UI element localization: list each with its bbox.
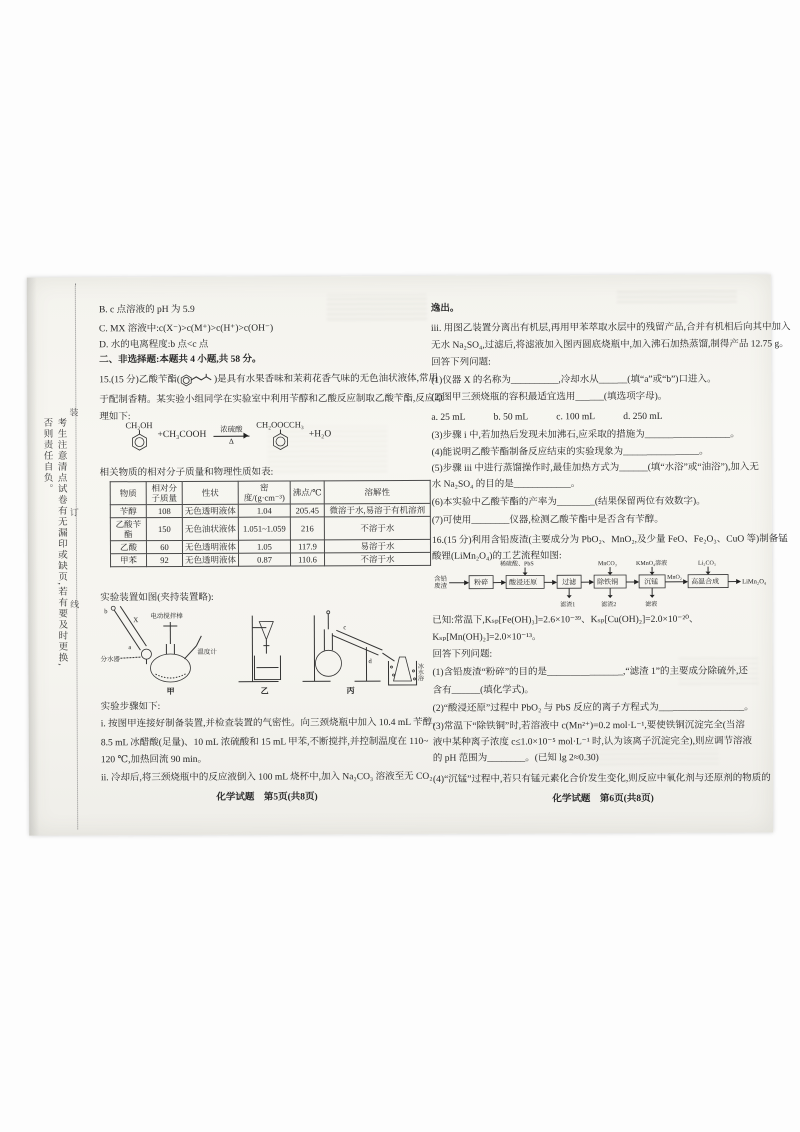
table-row: 乙酸苄酯 150 无色油状液体 1.051~1.059 216 不溶于水 xyxy=(110,516,430,540)
q16-sub1-line1: (1)含铅废渣“粉碎”的目的是________________,“滤渣 1”的主要成分除硫外,还 xyxy=(432,666,748,678)
q15-sub5-line2: 水 Na₂SO₄ 的目的是____________。 xyxy=(431,479,581,490)
page5-footer: 化学试题 第5页(共8页) xyxy=(216,792,318,803)
esterification-reaction-scheme xyxy=(125,420,331,452)
step-ii-continuation: 逸出。 xyxy=(430,303,460,314)
flow-product-limn2o4: LiMn₂O₄ xyxy=(742,578,767,586)
q15-stem-post: )是具有水果香味和茉莉花香气味的无色油状液体,常用 xyxy=(213,373,439,385)
flow-box-crush: 粉碎 xyxy=(474,578,489,587)
benzyl-acetate-structure xyxy=(256,420,304,451)
setup-bing-label: 丙 xyxy=(346,686,355,696)
port-a-label: a xyxy=(128,644,132,652)
page6-column xyxy=(430,294,791,805)
q15-sub4: (4)能说明乙酸苄酯制备反应结束的实验现象为________________。 xyxy=(431,446,709,458)
col-appearance: 性状 xyxy=(182,481,238,504)
benzyl-alcohol-label: CH₂OH xyxy=(125,420,153,431)
q15-sub6: (6)本实验中乙酸苄酯的产率为________(结果保留两位有效数字)。 xyxy=(431,496,706,508)
reaction-arrow xyxy=(213,426,249,446)
benzyl-alcohol-structure xyxy=(125,421,152,452)
table-row: 乙酸 60 无色透明液体 1.05 117.9 易溶于水 xyxy=(110,539,430,553)
q15-sub5-line1: (5)步骤 iii 中进行蒸馏操作时,最佳加热方式为______(填“水浴”或“油浴”),加入无 xyxy=(431,462,759,474)
flow-box-acid-leach: 酸浸还原 xyxy=(509,578,538,587)
q15-stem-line1 xyxy=(99,372,439,387)
option-c: C. MX 溶液中:c(X⁻)>c(M⁺)>c(H⁺)>c(OH⁻) xyxy=(98,323,274,335)
col-substance: 物质 xyxy=(110,482,146,505)
binding-char-zhuang: 装 xyxy=(69,407,79,418)
flow-source-line1: 含铅 xyxy=(434,575,448,583)
q15-sub2-options: a. 25 mL b. 50 mL c. 100 mL d. 250 mL xyxy=(431,411,663,423)
q15-sub7: (7)可使用________仪器,检测乙酸苄酯中是否含有苄醇。 xyxy=(431,514,664,526)
flow-input-kmno4: KMnO₄溶液 xyxy=(636,560,668,567)
flow-output-filtrate: 滤液 xyxy=(645,601,658,608)
answer-prompt: 回答下列问题: xyxy=(431,357,491,368)
ice-bath-label: 冰水浴 xyxy=(416,662,423,681)
setup-jia-label: 甲 xyxy=(166,686,175,697)
electric-stirrer-label: 电动搅拌棒 xyxy=(150,612,183,621)
step-iii-line1: iii. 用图乙装置分离出有机层,再用甲苯萃取水层中的残留产品,合并有机相后向其中加入 xyxy=(430,322,791,334)
q15-sub1: (1)仪器 X 的名称为__________,冷却水从______(填“a”或“b”)口进入。 xyxy=(431,374,717,386)
flow-box-precipitate-mn: 沉锰 xyxy=(644,577,659,586)
port-c-label: c xyxy=(343,624,347,632)
q15-sub3: (3)步骤 i 中,若加热后发现未加沸石,应采取的措施为__________________。 xyxy=(431,429,740,441)
setup-yi-label: 乙 xyxy=(260,686,269,696)
flow-mid-label-mno2: MnO₂ xyxy=(667,574,682,581)
substance-properties-table xyxy=(110,480,431,567)
condenser-x-label: X xyxy=(133,616,139,625)
q15-stem-pre: 15.(15 分)乙酸苄酯( xyxy=(99,374,181,385)
candidate-notice-vertical-text: 考生注意清点试卷有无漏印或缺页,若有要及时更换,否则责任自负。 xyxy=(41,417,67,668)
step-i-line3: 120 ℃,加热回流 90 min。 xyxy=(100,754,208,766)
flow-source-line2: 废渣 xyxy=(434,582,448,590)
table-row: 甲苯 92 无色透明液体 0.87 110.6 不溶于水 xyxy=(110,552,430,566)
steps-title: 实验步骤如下: xyxy=(100,702,161,713)
arrow-line xyxy=(213,436,249,437)
page6-footer: 化学试题 第6页(共8页) xyxy=(552,793,654,805)
port-b-label: b xyxy=(104,608,108,616)
scanned-sheet xyxy=(27,274,791,835)
col-density: 密度/(g·cm⁻³) xyxy=(238,481,290,504)
col-boiling-point: 沸点/℃ xyxy=(290,481,324,504)
flow-box-filter: 过滤 xyxy=(562,578,577,587)
q15-stem-line2: 于配制香精。某实验小组同学在实验室中利用苄醇和乙酸反应制取乙酸苄酯,反应原 xyxy=(99,393,444,406)
binding-dotted-line xyxy=(75,283,78,829)
q16-stem-line2: 酸锂(LiMn₂O₄)的工艺流程如图: xyxy=(431,551,562,562)
table-row: 苄醇 108 无色透明液体 1.04 205.45 微溶于水,易溶于有机溶剂 xyxy=(110,503,430,517)
apparatus-intro: 实验装置如图(夹持装置略): xyxy=(100,592,214,604)
flow-output-residue2: 滤渣2 xyxy=(601,602,617,609)
answer-prompt-2: 回答下列问题: xyxy=(432,649,493,660)
option-d: D. 水的电离程度:b 点<c 点 xyxy=(99,339,209,351)
q16-stem-line1: 16.(15 分)利用含铅废渣(主要成分为 PbO₂、MnO₂,及少量 FeO、Fe₂O₃、CuO 等)制备锰 xyxy=(431,534,788,546)
q16-sub3-line3: 的 pH 范围为________。(已知 lg 2≈0.30) xyxy=(432,753,599,764)
section2-header: 二、非选择题:本题共 4 小题,共 58 分。 xyxy=(99,354,262,366)
benzyl-acetate-inline-structure xyxy=(180,373,214,387)
known-ksp-line2: Kₛₚ[Mn(OH)₂]=2.0×10⁻¹³。 xyxy=(432,632,542,643)
q16-sub3-line2: 液中某种离子浓度 c≤1.0×10⁻⁵ mol·L⁻¹ 时,认为该离子沉淀完全),则应调节溶液 xyxy=(432,736,752,748)
flow-box-remove-fe-cu: 除铁铜 xyxy=(597,578,619,587)
plus-acetic-acid: +CH₃COOH xyxy=(157,429,207,441)
flow-input-li2co3: Li₂CO₃ xyxy=(698,560,716,567)
q15-sub2: (2)图甲三颈烧瓶的容积最适宜选用______(填选项字母)。 xyxy=(431,391,668,403)
thermometer-label: 温度计 xyxy=(197,648,217,656)
table-intro: 相关物质的相对分子质量和物理性质如表: xyxy=(99,467,274,479)
table-header-row xyxy=(110,480,430,504)
q15-stem-line3: 理如下: xyxy=(99,412,131,423)
flow-input-mnco3: MnCO₃ xyxy=(598,561,617,568)
apparatus-figure xyxy=(100,603,430,696)
q16-sub4: (4)“沉锰”过程中,若只有锰元素化合价发生变化,则反应中氧化剂与还原剂的物质的 xyxy=(432,773,771,785)
col-molar-mass: 相对分子质量 xyxy=(146,481,182,504)
plus-water: +H₂O xyxy=(308,429,332,440)
q16-sub3-line1: (3)常温下“除铁铜”时,若溶液中 c(Mn²⁺)=0.2 mol·L⁻¹,要使铁铜沉淀完全(当溶 xyxy=(432,720,745,732)
flow-box-high-temp-synth: 高温合成 xyxy=(691,577,720,586)
step-ii-line: ii. 冷却后,将三颈烧瓶中的反应液倒入 100 mL 烧杯中,加入 Na₂CO₃ 溶液至无 CO₂ xyxy=(100,771,433,784)
binding-char-xian: 线 xyxy=(70,599,80,610)
benzene-ring xyxy=(270,429,290,451)
step-i-line2: 8.5 mL 冰醋酸(足量)、10 mL 浓硫酸和 15 mL 甲苯,不断搅拌,并控制温度在 110~ xyxy=(100,736,429,749)
step-iii-line2: 无水 Na₂SO₄,过滤后,将滤液加入图丙圆底烧瓶中,加入沸石加热蒸馏,制得产品 12.75 g。 xyxy=(431,339,789,351)
option-b: B. c 点溶液的 pH 为 5.9 xyxy=(98,304,195,316)
water-separator-label: 分水器 xyxy=(100,656,120,664)
col-solubility: 溶解性 xyxy=(324,480,430,503)
step-i-line1: i. 按图甲连接好制备装置,并检查装置的气密性。向三颈烧瓶中加入 10.4 mL 苄醇、 xyxy=(100,717,442,730)
condition-top: 浓硫酸 xyxy=(220,424,243,434)
flow-input-acid-pbs: 稀硫酸、PbS xyxy=(500,561,534,568)
process-flow-diagram xyxy=(432,558,770,609)
binding-char-ding: 订 xyxy=(69,507,79,518)
q16-sub1-line2: 含有______(填化学式)。 xyxy=(432,685,534,696)
port-d-label: d xyxy=(368,658,372,666)
known-ksp-line1: 已知:常温下,Kₛₚ[Fe(OH)₃]=2.6×10⁻³⁹、Kₛₚ[Cu(OH)₂]=2.0×10⁻²⁰、 xyxy=(432,614,699,626)
flow-output-residue1: 滤渣1 xyxy=(560,602,576,609)
benzyl-acetate-label: CH₂OOCCH₃ xyxy=(256,419,304,430)
benzene-ring xyxy=(129,430,149,452)
condition-bottom: Δ xyxy=(228,436,234,446)
q16-sub2: (2)“酸浸还原”过程中 PbO₂ 与 PbS 反应的离子方程式为__________________。 xyxy=(432,702,754,714)
